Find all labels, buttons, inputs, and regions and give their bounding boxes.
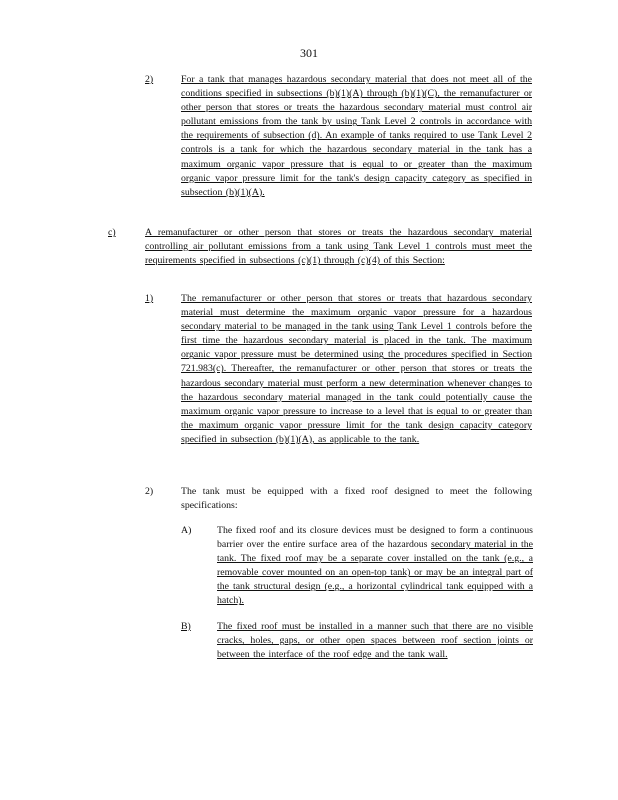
paragraph-label: 2)	[145, 74, 154, 85]
paragraph-c2A	[181, 524, 533, 609]
paragraph-label: A)	[181, 525, 192, 536]
paragraph-label: 1)	[145, 293, 154, 304]
paragraph-text: The tank must be equipped with a fixed roof designed to meet the following specifications:	[181, 486, 532, 512]
paragraph-c2	[145, 485, 532, 513]
paragraph-text: For a tank that manages hazardous secondary material that does not meet all of the conditions specified in subsections (b)(1)(A) through (b)(1)(C), the remanufacturer or other person that stores or treats the hazardous secondary material must control air pollutant emissions from the tank by using Tank Level 2 controls in accordance with the requirements of subsection (d). An example of tanks required to use Tank Level 2 controls is a tank for which the hazardous secondary material in the tank has a maximum organic vapor pressure that is equal to or greater than the maximum organic vapor pressure limit for the tank's design capacity category as specified in subsection (b)(1)(A).	[181, 74, 532, 198]
paragraph-label: c)	[108, 227, 116, 238]
paragraph-text-underlined: secondary material in the tank. The fixed roof may be a separate cover installed on the tank (e.g., a removable cover mounted on an open-top tank) or may be an integral part of the tank structural design (e.g., a horizontal cylindrical tank equipped with a hatch).	[217, 539, 533, 607]
paragraph-c1	[145, 292, 532, 447]
paragraph-b2	[145, 73, 532, 200]
paragraph-text: The remanufacturer or other person that stores or treats that hazardous secondary material must determine the maximum organic vapor pressure for a hazardous secondary material to be managed in the tank using Tank Level 1 controls before the first time the hazardous secondary material is placed in the tank. The maximum organic vapor pressure must be determined using the procedures specified in Section 721.983(c). Thereafter, the remanufacturer or other person that stores or treats the hazardous secondary material must perform a new determination whenever changes to the hazardous secondary material managed in the tank could potentially cause the maximum organic vapor pressure to increase to a level that is equal to or greater than the maximum organic vapor pressure limit for the tank design capacity category specified in subsection (b)(1)(A), as applicable to the tank.	[181, 293, 532, 445]
paragraph-text: The fixed roof and its closure devices must be designed to form a continuous barrier over the entire surface area of the hazardous	[217, 525, 533, 551]
paragraph-text: A remanufacturer or other person that stores or treats the hazardous secondary material controlling air pollutant emissions from a tank using Tank Level 1 controls must meet the requirements specified in subsections (c)(1) through (c)(4) of this Section:	[145, 227, 532, 267]
paragraph-c2B	[181, 620, 533, 662]
paragraph-text: The fixed roof must be installed in a manner such that there are no visible cracks, holes, gaps, or other open spaces between roof section joints or between the interface of the roof edge and the tank wall.	[217, 621, 533, 661]
paragraph-c	[108, 226, 532, 268]
paragraph-label: 2)	[145, 486, 154, 497]
paragraph-label: B)	[181, 621, 191, 632]
page-number: 301	[300, 46, 318, 60]
